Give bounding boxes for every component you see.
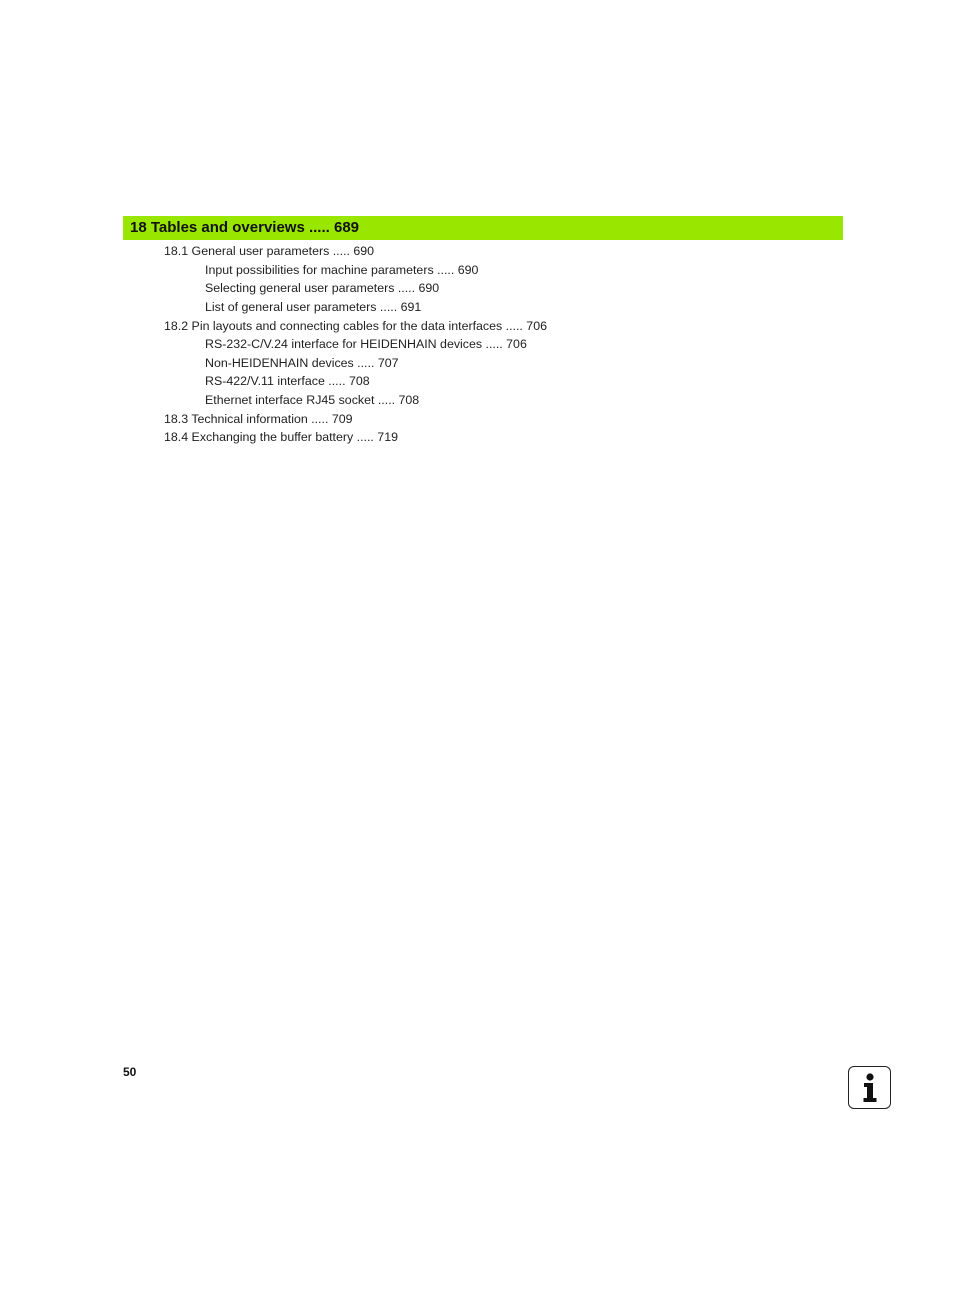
chapter-title[interactable]: 18 Tables and overviews ..... 689	[130, 219, 360, 236]
toc-entry-list-parameters[interactable]: List of general user parameters ..... 691	[205, 300, 422, 314]
toc-entry-non-heidenhain[interactable]: Non-HEIDENHAIN devices ..... 707	[205, 356, 399, 370]
info-icon	[848, 1066, 891, 1109]
toc-entry-rs232[interactable]: RS-232-C/V.24 interface for HEIDENHAIN devices ..... 706	[205, 337, 527, 351]
toc-entry-ethernet[interactable]: Ethernet interface RJ45 socket ..... 708	[205, 393, 420, 407]
toc-entry-18-2[interactable]: 18.2 Pin layouts and connecting cables for the data interfaces ..... 706	[164, 319, 547, 333]
page-number: 50	[123, 1065, 137, 1079]
toc-entry-18-3[interactable]: 18.3 Technical information ..... 709	[164, 412, 353, 426]
toc-entry-selecting-parameters[interactable]: Selecting general user parameters ..... 690	[205, 281, 440, 295]
toc-entry-18-4[interactable]: 18.4 Exchanging the buffer battery ..... 719	[164, 430, 398, 444]
toc-entry-input-possibilities[interactable]: Input possibilities for machine parameters ..... 690	[205, 263, 479, 277]
toc-entry-rs422[interactable]: RS-422/V.11 interface ..... 708	[205, 374, 370, 388]
toc-entry-18-1[interactable]: 18.1 General user parameters ..... 690	[164, 244, 375, 258]
